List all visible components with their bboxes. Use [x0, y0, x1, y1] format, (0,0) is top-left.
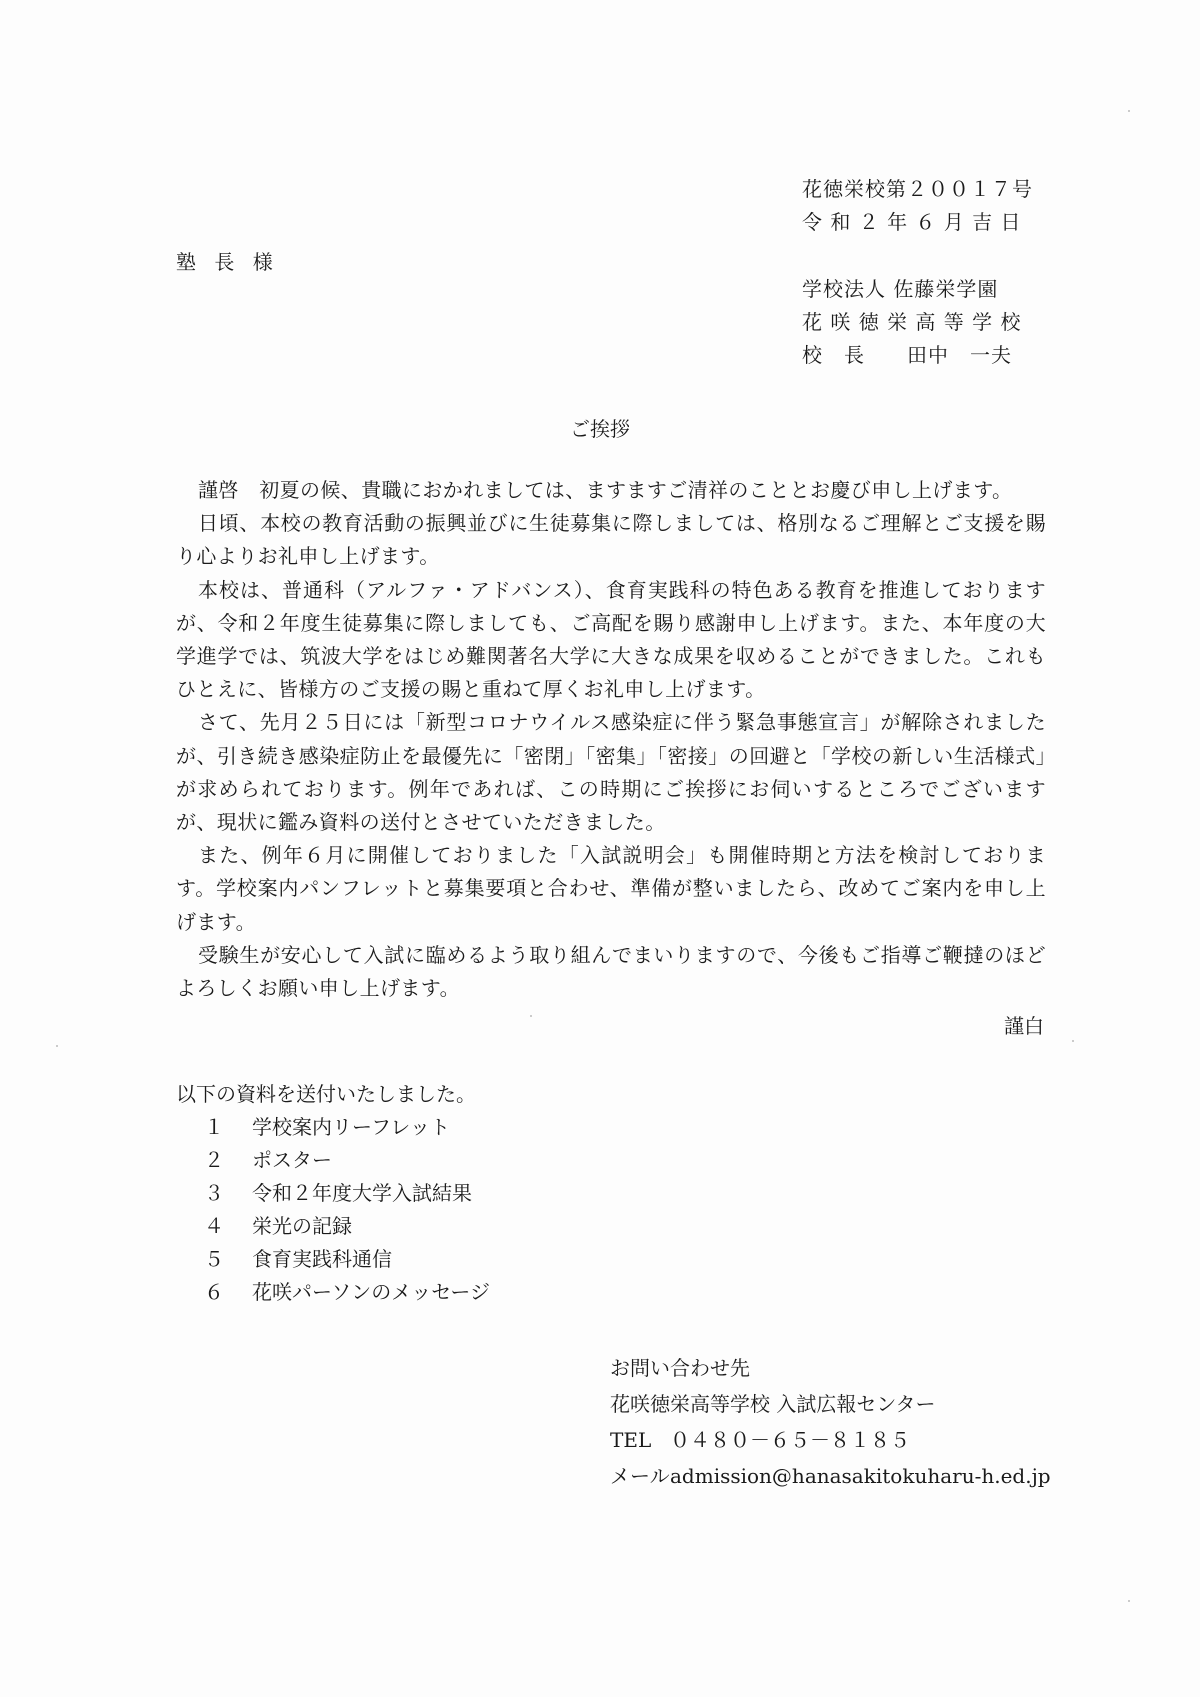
scan-speck — [530, 1015, 532, 1017]
body-paragraph: さて、先月２５日には「新型コロナウイルス感染症に伴う緊急事態宣言」が解除されましたが、引き続き感染症防止を最優先に「密閉」「密集」「密接」の回避と「学校の新しい生活様式」が求められております。例年であれば、この時期にご挨拶にお伺いするところでございますが、現状に鑑み資料の送付とさせていただきました。 — [176, 710, 1046, 835]
body-paragraph: 謹啓 初夏の候、貴職におかれましては、ますますご清祥のこととお慶び申し上げます。 — [198, 478, 1013, 502]
tel-number: ０４８０－６５－８１８５ — [670, 1428, 910, 1452]
mail-address[interactable]: admission@hanasakitokuharu-h.ed.jp — [670, 1464, 1051, 1488]
item-number: ５ — [204, 1247, 224, 1271]
scan-speck — [1128, 110, 1130, 112]
item-label: 食育実践科通信 — [252, 1247, 392, 1271]
body-paragraph: また、例年６月に開催しておりました「入試説明会」も開催時期と方法を検討しております。学校案内パンフレットと募集要項と合わせ、準備が整いましたら、改めてご案内を申し上げます。 — [176, 843, 1046, 934]
item-label: 花咲パーソンのメッセージ — [252, 1280, 490, 1304]
scan-speck — [1072, 1040, 1074, 1042]
mail-label: メール — [610, 1464, 670, 1488]
scan-speck — [56, 1045, 58, 1047]
list-item — [204, 1177, 490, 1210]
addressee: 塾 長 様 — [176, 250, 279, 274]
enclosure-intro: 以下の資料を送付いたしました。 — [176, 1082, 476, 1106]
item-label: 令和２年度大学入試結果 — [252, 1181, 472, 1205]
document-number: 花徳栄校第２００１７号 — [802, 177, 1033, 201]
body-paragraph: 受験生が安心して入試に臨めるよう取り組んでまいりますので、今後もご指導ご鞭撻のほどよろしくお願い申し上げます。 — [176, 942, 1046, 1001]
scan-speck — [1128, 1600, 1130, 1602]
contact-office: 花咲徳栄高等学校 入試広報センター — [610, 1392, 936, 1416]
enclosure-list — [176, 1111, 490, 1309]
sender-block — [802, 273, 1022, 372]
document-date: 令 和 ２ 年 ６ 月 吉 日 — [802, 210, 1022, 234]
sender-corporation: 学校法人 佐藤栄学園 — [802, 277, 999, 301]
contact-tel-row — [610, 1422, 1051, 1458]
list-item — [204, 1210, 490, 1243]
body-paragraph: 日頃、本校の教育活動の振興並びに生徒募集に際しましては、格別なるご理解とご支援を賜り心よりお礼申し上げます。 — [176, 511, 1046, 569]
closing-word: 謹白 — [1004, 1014, 1044, 1038]
item-number: ６ — [204, 1280, 224, 1304]
body-paragraph: 本校は、普通科（アルファ・アドバンス）、食育実践科の特色ある教育を推進しておりますが、令和２年度生徒募集に際しましても、ご高配を賜り感謝申し上げます。また、本年度の大学進学では、筑波大学をはじめ難関著名大学に大きな成果を収めることができました。これもひとえに、皆様方のご支援の賜と重ねて厚くお礼申し上げます。 — [176, 577, 1046, 702]
item-number: １ — [204, 1115, 224, 1139]
list-item — [204, 1144, 490, 1177]
contact-block — [610, 1350, 1051, 1494]
list-item — [204, 1111, 490, 1144]
item-label: 学校案内リーフレット — [252, 1115, 450, 1139]
item-number: ４ — [204, 1214, 224, 1238]
list-item — [204, 1276, 490, 1309]
item-label: 栄光の記録 — [252, 1214, 352, 1238]
contact-heading: お問い合わせ先 — [610, 1356, 750, 1380]
item-label: ポスター — [252, 1148, 332, 1172]
reference-block — [802, 173, 1033, 239]
sender-principal: 校 長 田中 一夫 — [802, 343, 1012, 367]
enclosure-block — [176, 1078, 490, 1309]
tel-label: TEL — [610, 1428, 652, 1452]
item-number: ２ — [204, 1148, 224, 1172]
letter-body — [176, 474, 1046, 1005]
letter-title: ご挨拶 — [570, 417, 630, 441]
contact-mail-row — [610, 1458, 1051, 1494]
list-item — [204, 1243, 490, 1276]
sender-school: 花 咲 徳 栄 高 等 学 校 — [802, 310, 1022, 334]
item-number: ３ — [204, 1181, 224, 1205]
